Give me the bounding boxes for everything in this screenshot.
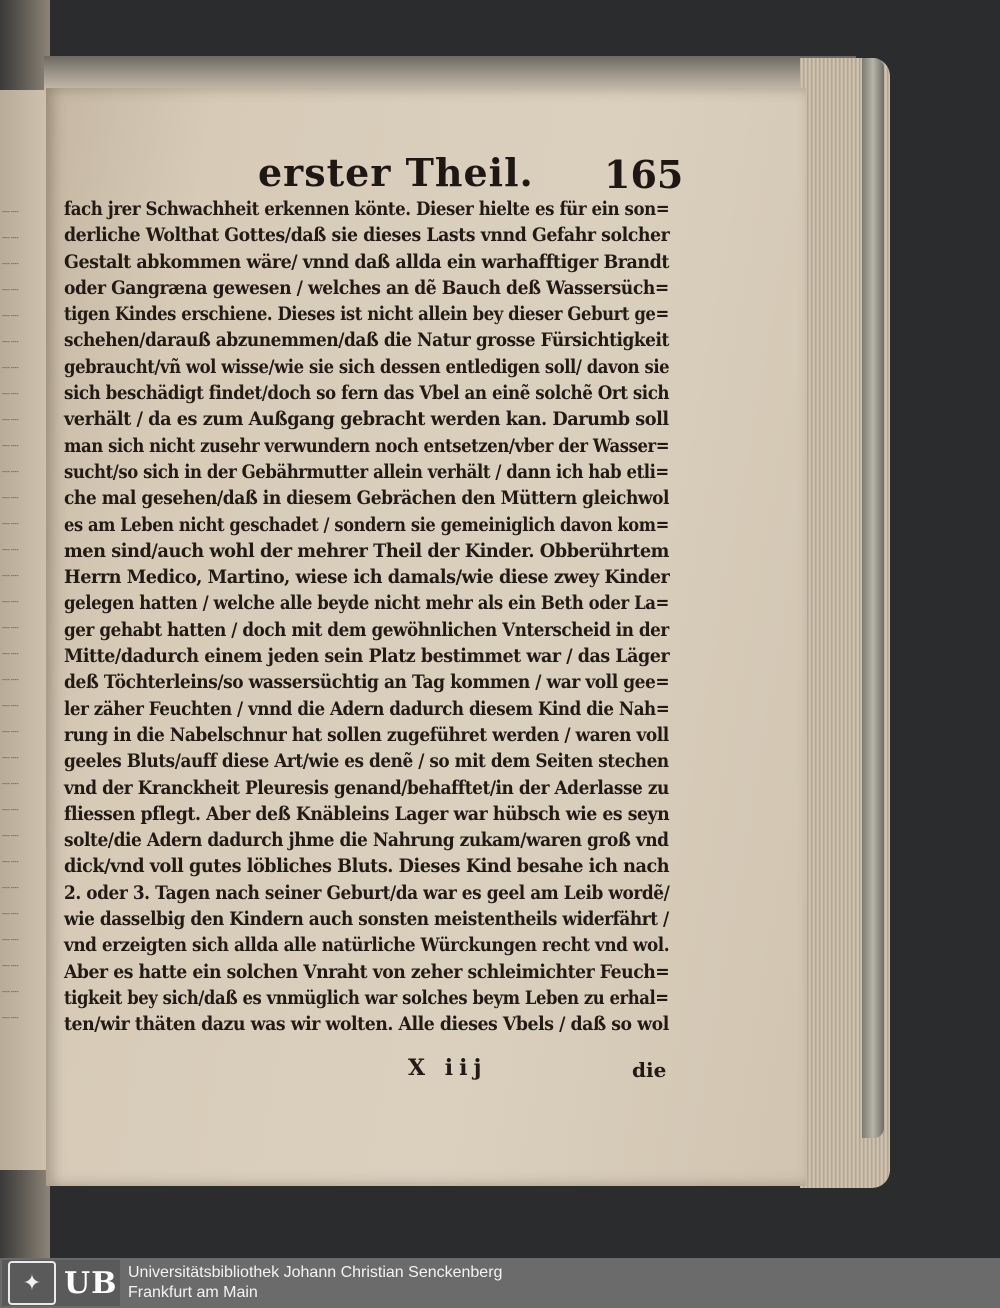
text-line: Gestalt abkommen wäre/ vnnd daß allda ein warhafftiger Brandt	[64, 250, 669, 273]
text-line: geeles Bluts/auff diese Art/wie es denẽ / so mit dem Seiten stechen	[64, 750, 669, 773]
text-line: Mitte/dadurch einem jeden sein Platz bestimmet war / das Läger	[64, 645, 670, 668]
text-line: men sind/auch wohl der mehrer Theil der Kinder. Obberührtem	[64, 539, 669, 562]
book-top-edge	[44, 56, 856, 92]
page-number: 165	[604, 152, 684, 197]
text-line: sich beschädigt findet/doch so fern das Vbel an einẽ solchẽ Ort sich	[64, 382, 670, 405]
text-line: Herrn Medico, Martino, wiese ich damals/wie diese zwey Kinder	[64, 566, 670, 589]
logo-text: UB	[64, 1265, 118, 1301]
text-line: ger gehabt hatten / doch mit dem gewöhnlichen Vnterscheid in der	[64, 618, 669, 641]
text-line: fliessen pflegt. Aber deß Knäbleins Lager war hübsch wie es seyn	[64, 802, 670, 825]
text-line: ler zäher Feuchten / vnnd die Adern dadurch diesem Kind die Nah=	[64, 697, 670, 720]
text-line: vnd der Kranckheit Pleuresis genand/behafftet/in der Aderlasse zu	[64, 776, 669, 799]
library-name-line2: Frankfurt am Main	[128, 1284, 258, 1301]
text-line: gebraucht/vñ wol wisse/wie sie sich dessen entledigen soll/ davon sie	[64, 355, 670, 378]
facing-page-bleedthrough: ┈┈ ┈┈ ┈┈ ┈┈ ┈┈ ┈┈ ┈┈ ┈┈ ┈┈ ┈┈ ┈┈ ┈┈ ┈┈ ┈┈ ┈┈ ┈┈ ┈┈ ┈┈ ┈┈ ┈┈ ┈┈ ┈┈ ┈┈ ┈┈ ┈┈ ┈┈ ┈┈ ┈┈ ┈┈ ┈┈ ┈┈ ┈┈	[2, 205, 20, 1026]
text-line: derliche Wolthat Gottes/daß sie dieses Lasts vnnd Gefahr solcher	[64, 224, 670, 247]
text-line: ten/wir thäten dazu was wir wolten. Alle dieses Vbels / daß so wol	[64, 1013, 669, 1036]
text-line: deß Töchterleins/so wassersüchtig an Tag kommen / war voll gee=	[64, 671, 670, 694]
library-logo[interactable]	[2, 1260, 120, 1306]
library-name	[128, 1263, 502, 1303]
text-line: schehen/darauß abzunemmen/daß die Natur grosse Fürsichtigkeit	[64, 329, 669, 352]
text-line: es am Leben nicht geschadet / sondern sie gemeiniglich davon kom=	[64, 513, 669, 536]
signature-mark: X iij	[408, 1055, 488, 1081]
book-cover-edge	[862, 58, 884, 1138]
text-line: dick/vnd voll gutes löbliches Bluts. Dieses Kind besahe ich nach	[64, 855, 670, 878]
text-line: sucht/so sich in der Gebährmutter allein verhält / dann ich hab etli=	[64, 460, 669, 483]
text-line: solte/die Adern dadurch jhme die Nahrung zukam/waren groß vnd	[64, 829, 669, 852]
text-line: tigkeit bey sich/daß es vnmüglich war solches beym Leben zu erhal=	[64, 986, 669, 1009]
library-emblem-icon: ✦	[8, 1261, 56, 1305]
text-line: rung in die Nabelschnur hat sollen zugeführet werden / waren voll	[64, 723, 669, 746]
text-line: vnd erzeigten sich allda alle natürliche Würckungen recht vnd wol.	[64, 934, 670, 957]
text-line: Aber es hatte ein solchen Vnraht von zeher schleimichter Feuch=	[64, 960, 670, 983]
library-name-line1: Universitätsbibliothek Johann Christian Senckenberg	[128, 1264, 503, 1281]
body-text	[64, 196, 669, 1038]
text-line: gelegen hatten / welche alle beyde nicht mehr als ein Beth oder La=	[64, 592, 669, 615]
text-line: oder Gangræna gewesen / welches an dẽ Bauch deß Wassersüch=	[64, 276, 669, 299]
text-line: wie dasselbig den Kindern auch sonsten meistentheils widerfährt /	[64, 908, 669, 931]
catchword: die	[632, 1058, 667, 1082]
text-line: che mal gesehen/daß in diesem Gebrächen den Müttern gleichwol	[64, 487, 670, 510]
text-line: fach jrer Schwachheit erkennen könte. Dieser hielte es für ein son=	[64, 198, 670, 220]
text-line: man sich nicht zusehr verwundern noch entsetzen/vber der Wasser=	[64, 434, 670, 457]
running-head: erster Theil.	[258, 150, 534, 195]
footer-bar	[0, 1258, 1000, 1308]
text-line: verhält / da es zum Außgang gebracht werden kan. Darumb soll	[64, 408, 669, 431]
text-line: 2. oder 3. Tagen nach seiner Geburt/da war es geel am Leib wordẽ/	[64, 881, 670, 904]
text-line: tigen Kindes erschiene. Dieses ist nicht allein bey dieser Geburt ge=	[64, 303, 669, 326]
